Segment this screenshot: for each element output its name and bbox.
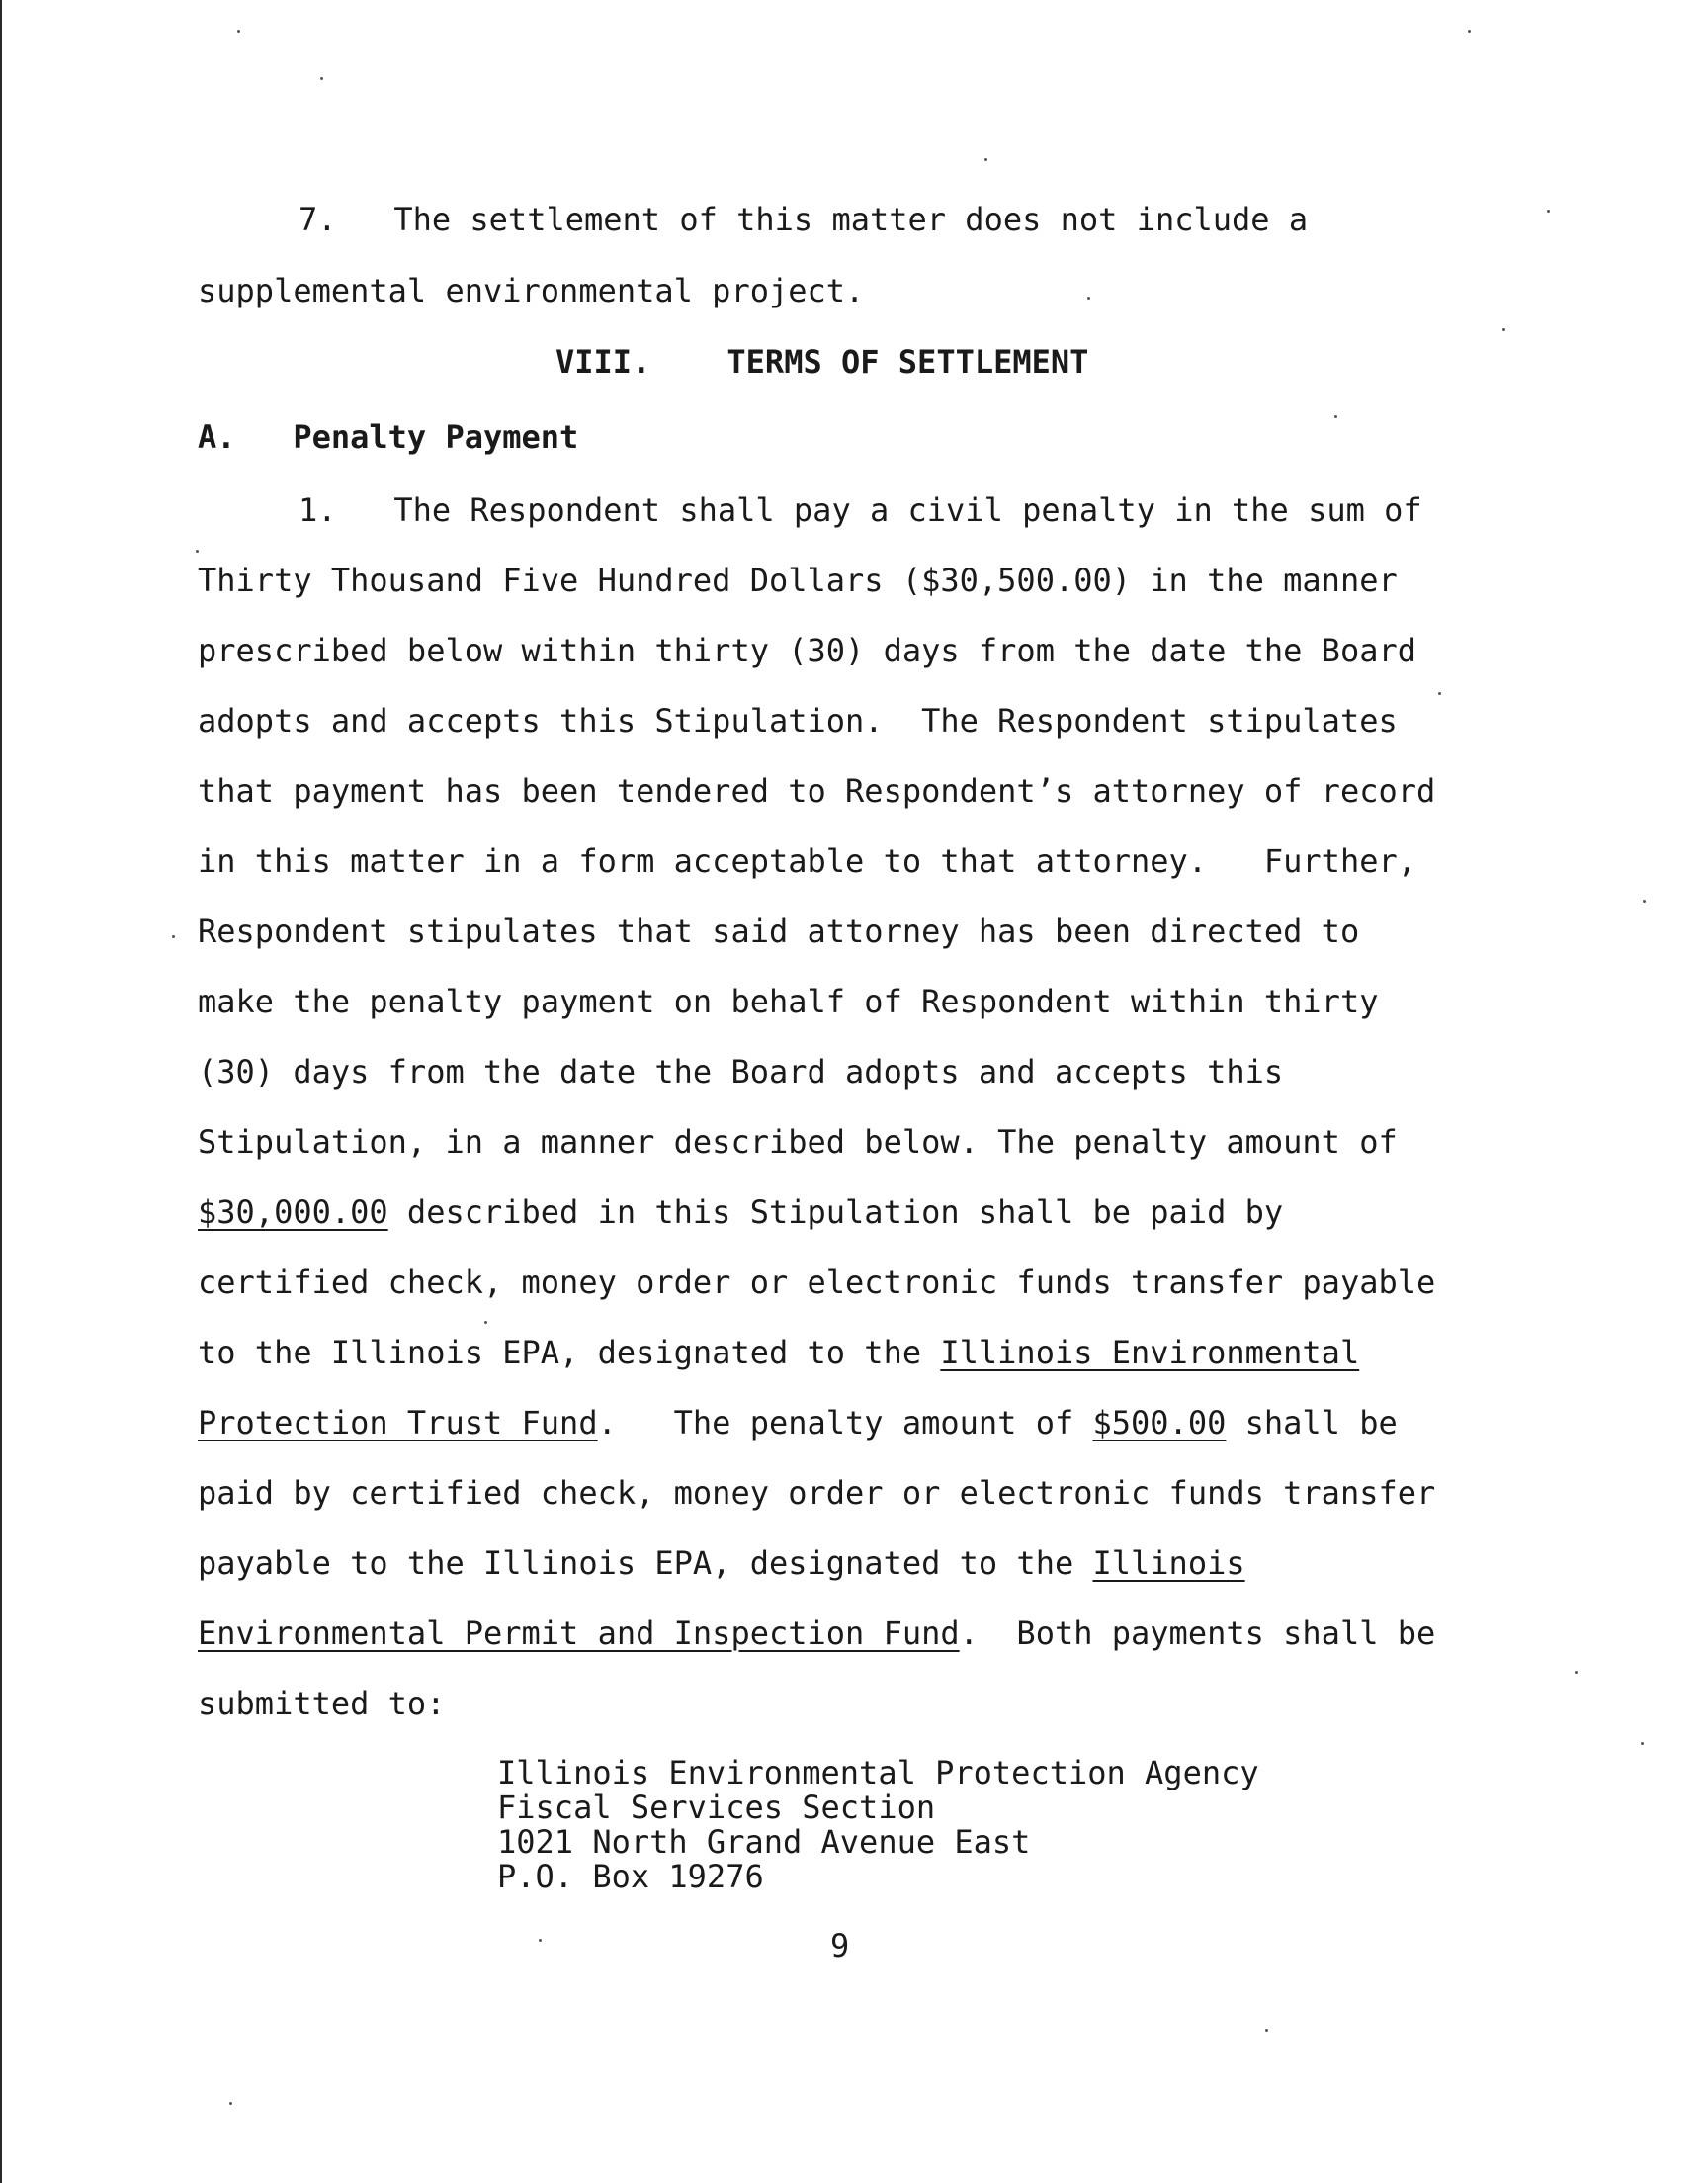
section-number: VIII. bbox=[555, 343, 651, 381]
subsection-heading bbox=[198, 417, 578, 457]
paragraph-text: payable to the Illinois EPA, designated to the bbox=[198, 1544, 1093, 1582]
paragraph-1-line-17 bbox=[198, 1614, 1435, 1653]
scan-speck bbox=[320, 77, 323, 80]
scan-speck bbox=[1334, 415, 1337, 418]
section-heading bbox=[555, 342, 1088, 382]
paragraph-1-line-6: in this matter in a form acceptable to that attorney. Further, bbox=[198, 842, 1416, 880]
scan-speck bbox=[1468, 30, 1471, 33]
paragraph-1-line-9: (30) days from the date the Board adopts and accepts this bbox=[198, 1053, 1284, 1091]
scan-speck bbox=[1643, 900, 1646, 903]
address-line-3: 1021 North Grand Avenue East bbox=[497, 1823, 1031, 1861]
paragraph-1-line-18: submitted to: bbox=[198, 1685, 446, 1722]
paragraph-1-line-14 bbox=[198, 1403, 1398, 1442]
subsection-letter: A. bbox=[198, 418, 236, 456]
penalty-amount-trust-fund: $30,000.00 bbox=[198, 1193, 388, 1231]
scan-speck bbox=[1265, 2029, 1268, 2032]
address-line-4: P.O. Box 19276 bbox=[497, 1858, 764, 1895]
paragraph-1-line-16 bbox=[198, 1543, 1245, 1583]
scan-speck bbox=[237, 30, 240, 33]
paragraph-text: The settlement of this matter does not include a bbox=[393, 201, 1309, 238]
paragraph-text: to the Illinois EPA, designated to the bbox=[198, 1334, 941, 1371]
scan-speck bbox=[539, 1939, 542, 1942]
paragraph-1-line-2: Thirty Thousand Five Hundred Dollars ($30,500.00) in the manner bbox=[198, 562, 1398, 599]
address-line-2: Fiscal Services Section bbox=[497, 1789, 936, 1826]
section-title: TERMS OF SETTLEMENT bbox=[726, 343, 1089, 381]
fund-name-permit: Illinois bbox=[1092, 1544, 1245, 1582]
paragraph-7-line-1 bbox=[299, 200, 1308, 239]
paragraph-1-line-1 bbox=[299, 490, 1422, 530]
scan-speck bbox=[1438, 692, 1441, 695]
scan-speck bbox=[484, 1321, 487, 1324]
paragraph-1-line-12: certified check, money order or electronic funds transfer payable bbox=[198, 1264, 1436, 1301]
scan-speck bbox=[1087, 297, 1090, 300]
paragraph-1-line-11 bbox=[198, 1192, 1283, 1232]
scan-speck bbox=[196, 550, 199, 553]
paragraph-number: 7. bbox=[299, 201, 337, 238]
scan-speck bbox=[229, 2102, 232, 2105]
paragraph-1-line-3: prescribed below within thirty (30) days from the date the Board bbox=[198, 632, 1416, 669]
paragraph-1-line-13 bbox=[198, 1333, 1359, 1372]
paragraph-7-line-2: supplemental environmental project. bbox=[198, 272, 865, 309]
scan-speck bbox=[1641, 1742, 1644, 1745]
fund-name-trust: Illinois Environmental bbox=[940, 1334, 1360, 1371]
scan-speck bbox=[172, 935, 175, 938]
paragraph-text: . The penalty amount of bbox=[597, 1404, 1093, 1441]
paragraph-1-line-8: make the penalty payment on behalf of Respondent within thirty bbox=[198, 983, 1379, 1020]
page-left-edge bbox=[0, 0, 2, 2183]
paragraph-text: shall be bbox=[1226, 1404, 1398, 1441]
page-number: 9 bbox=[830, 1927, 850, 1965]
paragraph-1-line-10: Stipulation, in a manner described below. The penalty amount of bbox=[198, 1123, 1398, 1161]
paragraph-text: The Respondent shall pay a civil penalty in the sum of bbox=[393, 491, 1422, 529]
paragraph-text: described in this Stipulation shall be paid by bbox=[387, 1193, 1284, 1231]
scan-speck bbox=[1547, 210, 1550, 213]
paragraph-text: . Both payments shall be bbox=[959, 1615, 1436, 1652]
paragraph-number: 1. bbox=[299, 491, 337, 529]
address-line-1: Illinois Environmental Protection Agency bbox=[497, 1754, 1259, 1791]
paragraph-1-line-4: adopts and accepts this Stipulation. The Respondent stipulates bbox=[198, 702, 1398, 740]
subsection-title: Penalty Payment bbox=[293, 418, 579, 456]
paragraph-1-line-15: paid by certified check, money order or electronic funds transfer bbox=[198, 1474, 1436, 1512]
fund-name-permit-cont: Environmental Permit and Inspection Fund bbox=[198, 1615, 960, 1652]
scan-speck bbox=[984, 158, 987, 161]
scan-speck bbox=[1502, 328, 1505, 331]
scan-speck bbox=[1575, 1671, 1578, 1674]
fund-name-trust-cont: Protection Trust Fund bbox=[198, 1404, 598, 1441]
paragraph-1-line-5: that payment has been tendered to Respondent’s attorney of record bbox=[198, 772, 1436, 810]
paragraph-1-line-7: Respondent stipulates that said attorney has been directed to bbox=[198, 913, 1360, 950]
penalty-amount-permit-fund: $500.00 bbox=[1092, 1404, 1227, 1441]
